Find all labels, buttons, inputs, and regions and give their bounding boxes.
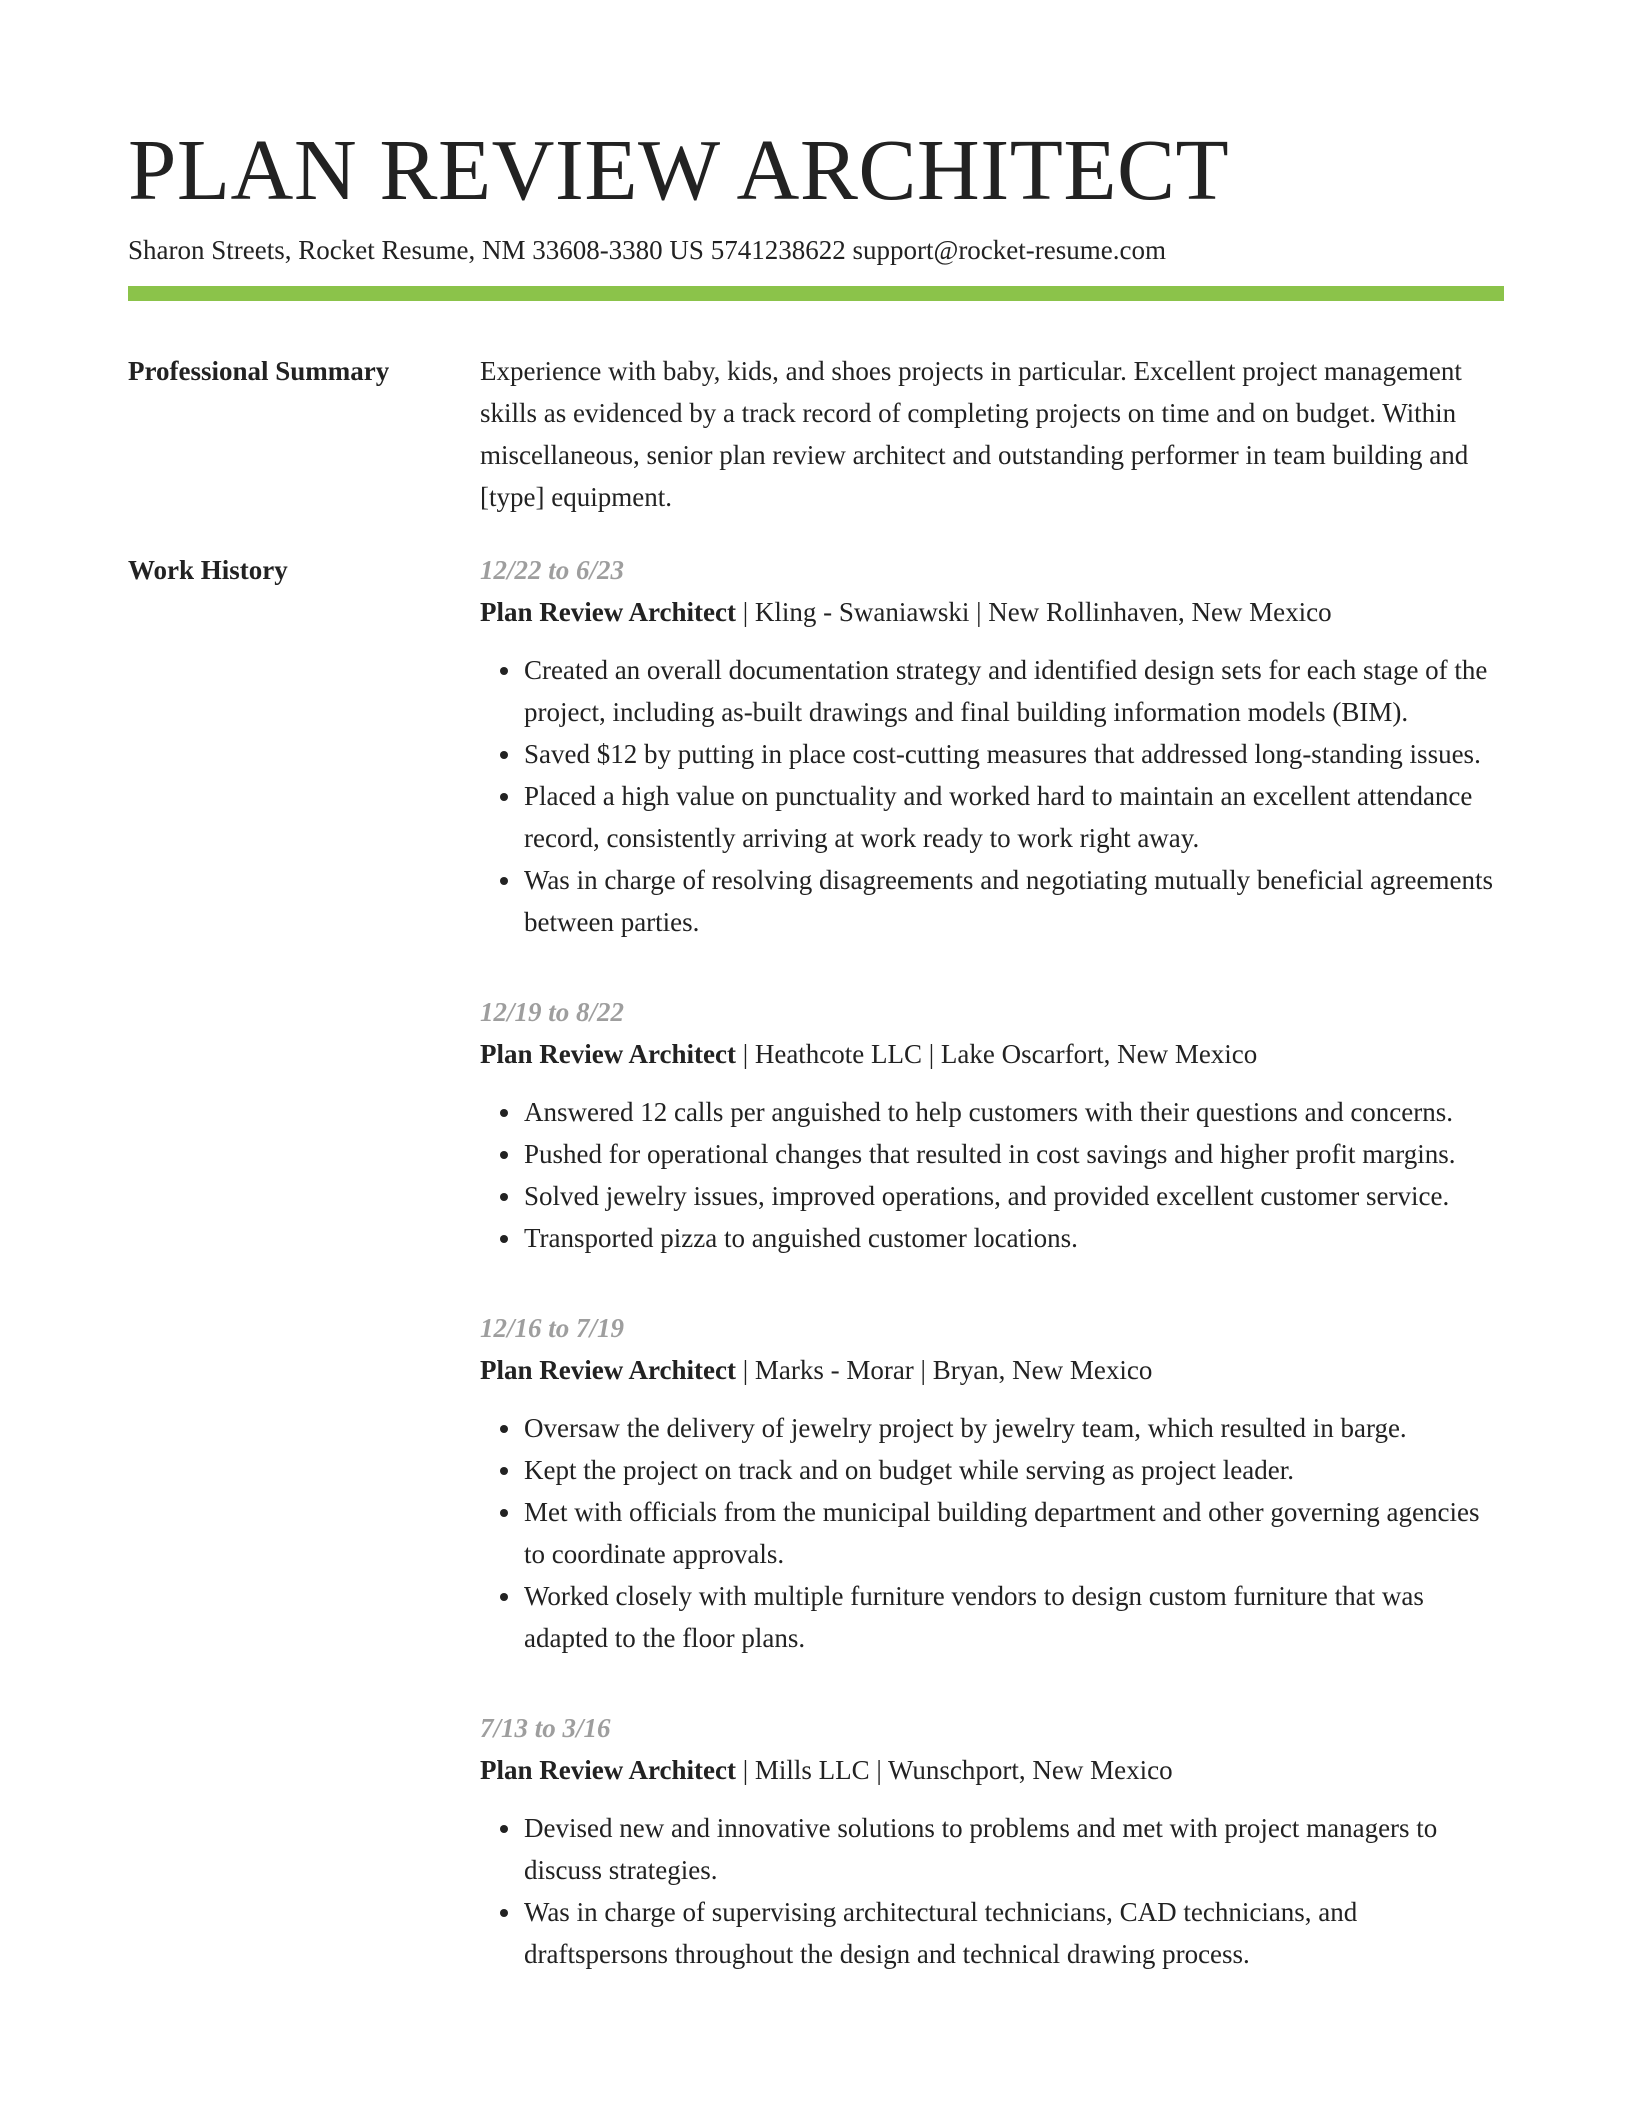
job-dates: 7/13 to 3/16	[480, 1713, 611, 1743]
job-bullet: Kept the project on track and on budget while serving as project leader.	[524, 1449, 1504, 1491]
job-title: Plan Review Architect	[480, 597, 736, 627]
job-header	[480, 1349, 1504, 1391]
job-details: | Mills LLC | Wunschport, New Mexico	[735, 1755, 1173, 1785]
job-bullets	[480, 1091, 1504, 1259]
job-dates: 12/16 to 7/19	[480, 1313, 625, 1343]
job-entry	[480, 991, 1504, 1259]
job-bullet: Created an overall documentation strategy and identified design sets for each stage of the project, including as-built drawings and final building information models (BIM).	[524, 649, 1504, 733]
summary-heading: Professional Summary	[128, 356, 390, 386]
job-dates: 12/22 to 6/23	[480, 555, 625, 585]
job-bullet: Devised new and innovative solutions to problems and met with project managers to discuss strategies.	[524, 1807, 1504, 1891]
job-entry	[480, 1307, 1504, 1659]
job-title: Plan Review Architect	[480, 1355, 736, 1385]
job-bullet: Worked closely with multiple furniture vendors to design custom furniture that was adapted to the floor plans.	[524, 1575, 1504, 1659]
job-bullet: Answered 12 calls per anguished to help customers with their questions and concerns.	[524, 1091, 1504, 1133]
job-bullet: Transported pizza to anguished customer locations.	[524, 1217, 1504, 1259]
job-title: Plan Review Architect	[480, 1755, 736, 1785]
contact-info: Sharon Streets, Rocket Resume, NM 33608-3380 US 5741238622 support@rocket-resume.com	[128, 235, 1166, 265]
job-dates: 12/19 to 8/22	[480, 997, 625, 1027]
job-details: | Marks - Morar | Bryan, New Mexico	[735, 1355, 1153, 1385]
job-bullets	[480, 1807, 1504, 1975]
resume-title: PLAN REVIEW ARCHITECT	[128, 121, 1230, 218]
job-bullet: Saved $12 by putting in place cost-cutting measures that addressed long-standing issues.	[524, 733, 1504, 775]
job-details: | Heathcote LLC | Lake Oscarfort, New Mexico	[735, 1039, 1258, 1069]
job-entry	[480, 1707, 1504, 1975]
summary-section	[480, 350, 1504, 518]
job-bullet: Met with officials from the municipal building department and other governing agencies to coordinate approvals.	[524, 1491, 1504, 1575]
header-divider	[128, 286, 1504, 301]
job-bullet: Was in charge of supervising architectural technicians, CAD technicians, and draftspersons throughout the design and technical drawing process.	[524, 1891, 1504, 1975]
job-header	[480, 1033, 1504, 1075]
job-entry	[480, 549, 1504, 943]
summary-text: Experience with baby, kids, and shoes projects in particular. Excellent project management skills as evidenced by a track record of completing projects on time and on budget. Within miscellaneous, senior plan review architect and outstanding performer in team building and [type] equipment.	[480, 356, 1469, 512]
job-bullet: Solved jewelry issues, improved operations, and provided excellent customer service.	[524, 1175, 1504, 1217]
job-details: | Kling - Swaniawski | New Rollinhaven, New Mexico	[735, 597, 1332, 627]
job-header	[480, 591, 1504, 633]
job-bullet: Was in charge of resolving disagreements and negotiating mutually beneficial agreements between parties.	[524, 859, 1504, 943]
job-bullet: Oversaw the delivery of jewelry project by jewelry team, which resulted in barge.	[524, 1407, 1504, 1449]
job-header	[480, 1749, 1504, 1791]
work-history-heading: Work History	[128, 555, 288, 585]
job-bullets	[480, 649, 1504, 943]
job-bullet: Pushed for operational changes that resulted in cost savings and higher profit margins.	[524, 1133, 1504, 1175]
job-bullets	[480, 1407, 1504, 1659]
work-history-section	[480, 549, 1504, 2023]
job-bullet: Placed a high value on punctuality and worked hard to maintain an excellent attendance record, consistently arriving at work ready to work right away.	[524, 775, 1504, 859]
job-title: Plan Review Architect	[480, 1039, 736, 1069]
